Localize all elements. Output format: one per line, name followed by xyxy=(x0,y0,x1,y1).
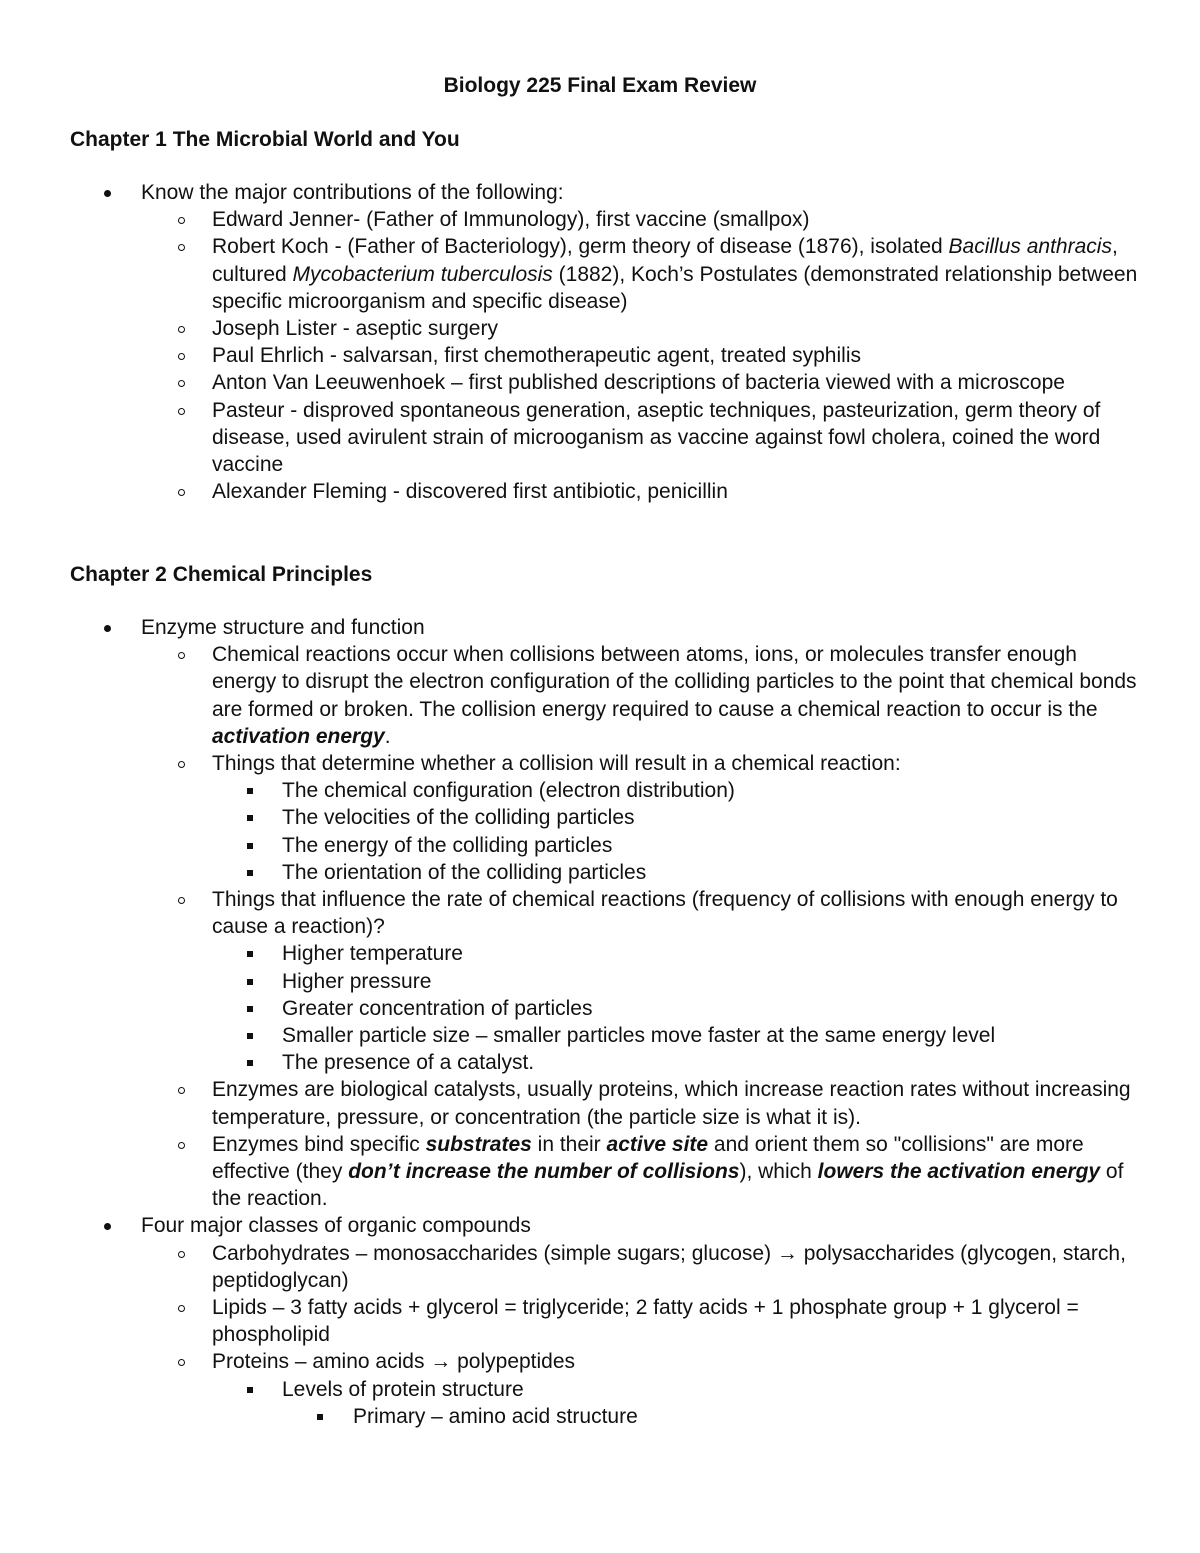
list-item xyxy=(212,1022,1140,1049)
italic-text: Bacillus anthracis xyxy=(948,235,1112,259)
list-item-text: (1882), Koch’s Postulates (demonstrated relationship between specific microorganism and specific disease) xyxy=(212,262,1138,313)
list-item xyxy=(212,777,1140,804)
bold-italic-text: don’t increase the number of collisions xyxy=(348,1160,740,1184)
list-item-text: and orient them so "collisions" are more effective (they xyxy=(212,1132,1084,1184)
document-title: Biology 225 Final Exam Review xyxy=(443,74,757,97)
list-item xyxy=(212,832,1140,859)
determine-list xyxy=(212,777,1140,886)
list-item-text: The energy of the colliding particles xyxy=(282,833,613,857)
list-item xyxy=(212,1049,1140,1076)
list-item-text: Paul Ehrlich - salvarsan, first chemotherapeutic agent, treated syphilis xyxy=(212,344,861,368)
list-item-text: Higher pressure xyxy=(282,969,432,993)
list-item xyxy=(141,750,1140,886)
list-item-text: Greater concentration of particles xyxy=(282,996,593,1020)
list-item xyxy=(212,940,1140,967)
list-item xyxy=(141,1131,1140,1213)
list-item-text: Edward Jenner- (Father of Immunology), first vaccine (smallpox) xyxy=(212,208,810,232)
list-item xyxy=(212,804,1140,831)
list-item xyxy=(141,641,1140,750)
list-item-text: ), which xyxy=(739,1160,818,1184)
list-item xyxy=(141,478,1140,505)
list-item-text: Carbohydrates – monosaccharides (simple sugars; glucose) → polysaccharides (glycogen, starch, peptidoglycan) xyxy=(212,1241,1126,1292)
list-item-text: Robert Koch - (Father of Bacteriology), germ theory of disease (1876), isolated xyxy=(212,235,949,259)
list-item xyxy=(141,397,1140,479)
list-item xyxy=(141,315,1140,342)
list-item xyxy=(70,614,1140,1212)
list-item xyxy=(141,1076,1140,1130)
list-item xyxy=(141,1294,1140,1348)
protein-levels-list xyxy=(282,1403,1140,1430)
chapter-1-content xyxy=(70,179,1140,505)
list-item-text: Enzymes are biological catalysts, usually proteins, which increase reaction rates without increasing temperature, pressure, or concentration (the particle size is what it is). xyxy=(212,1078,1131,1129)
list-item-text: Anton Van Leeuwenhoek – first published descriptions of bacteria viewed with a microscope xyxy=(212,371,1065,395)
list-item xyxy=(70,179,1140,505)
list-item xyxy=(141,233,1140,315)
list-item-text: Know the major contributions of the following: xyxy=(141,181,564,204)
list-item-text: Four major classes of organic compounds xyxy=(141,1214,531,1238)
list-item-text: The velocities of the colliding particles xyxy=(282,806,635,830)
list-item xyxy=(70,1212,1140,1430)
list-item-text: The orientation of the colliding particles xyxy=(282,860,647,884)
list-item-text: Enzymes bind specific xyxy=(212,1132,426,1156)
chapter-2-content xyxy=(70,614,1140,1430)
chapter-2-heading: Chapter 2 Chemical Principles xyxy=(70,563,373,586)
list-item xyxy=(282,1403,1140,1430)
organic-list xyxy=(141,1240,1140,1430)
bold-italic-text: activation energy xyxy=(212,724,385,748)
chapter-1-list xyxy=(70,179,1140,505)
list-item-text: Alexander Fleming - discovered first antibiotic, penicillin xyxy=(212,480,728,504)
list-item-text: Things that determine whether a collision will result in a chemical reaction: xyxy=(212,752,901,776)
list-item-text: of the reaction. xyxy=(212,1160,1124,1211)
enzyme-list xyxy=(141,641,1140,1212)
list-item-text: in their xyxy=(531,1132,607,1156)
list-item xyxy=(212,1376,1140,1430)
list-item-text: Smaller particle size – smaller particles move faster at the same energy level xyxy=(282,1024,996,1048)
list-item xyxy=(141,886,1140,1076)
list-item-text: Lipids – 3 fatty acids + glycerol = triglyceride; 2 fatty acids + 1 phosphate group + 1 glycerol = phospholipid xyxy=(212,1296,1079,1347)
list-item xyxy=(212,968,1140,995)
list-item-text: Pasteur - disproved spontaneous generation, aseptic techniques, pasteurization, germ theory of disease, used avirulent strain of microoganism as vaccine against fowl cholera, coined the word vaccine xyxy=(212,398,1101,477)
list-item xyxy=(141,369,1140,396)
list-item-text: The presence of a catalyst. xyxy=(282,1051,535,1075)
list-item-text: The chemical configuration (electron distribution) xyxy=(282,779,735,803)
list-item-text: , cultured xyxy=(212,235,1118,286)
list-item-text: Levels of protein structure xyxy=(282,1377,524,1401)
chapter-1-heading: Chapter 1 The Microbial World and You xyxy=(70,128,460,151)
list-item-text: Enzyme structure and function xyxy=(141,616,425,639)
chapter-2-list xyxy=(70,614,1140,1430)
list-item-text: Joseph Lister - aseptic surgery xyxy=(212,317,498,341)
list-item xyxy=(141,1240,1140,1294)
influence-list xyxy=(212,940,1140,1076)
protein-list xyxy=(212,1376,1140,1430)
bold-italic-text: substrates xyxy=(425,1132,532,1156)
list-item-text: Proteins – amino acids → polypeptides xyxy=(212,1350,576,1374)
list-item xyxy=(212,995,1140,1022)
bold-italic-text: active site xyxy=(606,1132,709,1156)
list-item xyxy=(212,859,1140,886)
list-item xyxy=(141,342,1140,369)
list-item-text: Things that influence the rate of chemical reactions (frequency of collisions with enough energy to cause a reaction)? xyxy=(212,888,1118,939)
list-item-text: Higher temperature xyxy=(282,942,463,966)
list-item-text: . xyxy=(384,724,391,748)
list-item-text: Chemical reactions occur when collisions between atoms, ions, or molecules transfer enough energy to disrupt the electron configuration of the colliding particles to the point that chemical bonds are formed or broken. The collision energy required to cause a chemical reaction to occur is the xyxy=(212,643,1137,721)
list-item xyxy=(141,1348,1140,1430)
italic-text: Mycobacterium tuberculosis xyxy=(292,262,553,286)
list-item-text: Primary – amino acid structure xyxy=(353,1404,638,1428)
bold-italic-text: lowers the activation energy xyxy=(817,1160,1101,1184)
contributions-list xyxy=(141,206,1140,505)
list-item xyxy=(141,206,1140,233)
